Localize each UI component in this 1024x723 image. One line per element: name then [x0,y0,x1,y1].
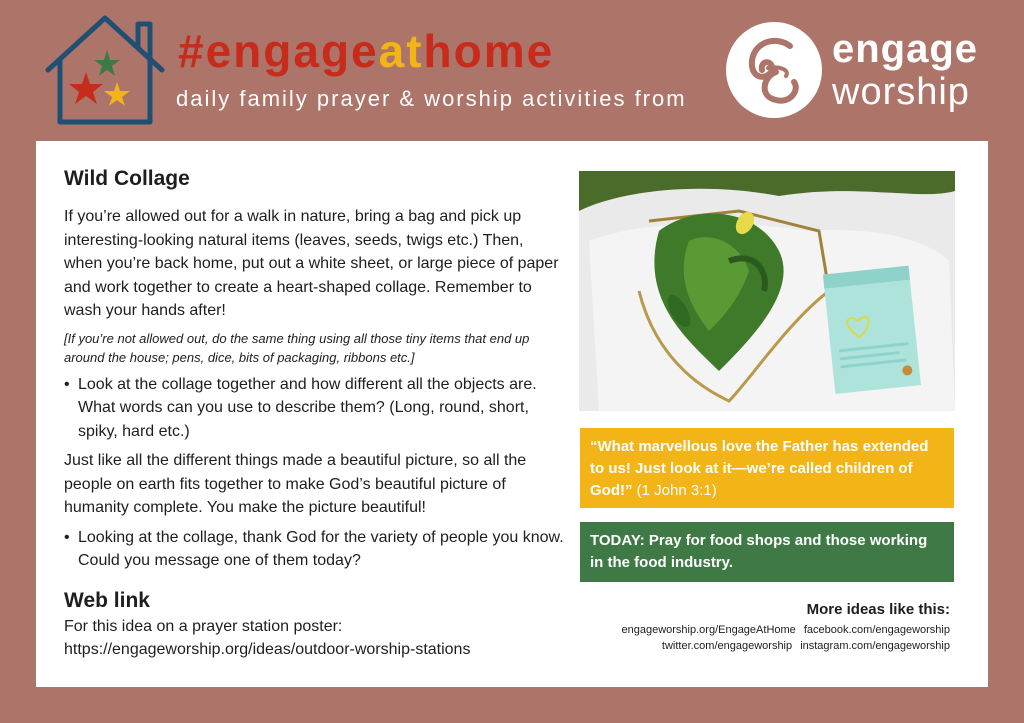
more-ideas-heading: More ideas like this: [806,601,950,618]
list-item [64,373,564,444]
activity-title: Wild Collage [64,167,190,190]
link-engageathome[interactable]: engageworship.org/EngageAtHome [621,624,796,636]
activity-card [36,141,988,687]
brand-home: home [423,25,555,77]
engage-worship-logo [724,15,1004,120]
logo-word-engage: engage [832,27,979,71]
more-ideas-links [617,622,951,654]
bullet-text: Look at the collage together and how different all the objects are. What words can you use to describe them? (Long, round, short, spiky, hard etc.) [78,375,537,440]
today-prayer-text: TODAY: Pray for food shops and those working in the food industry. [590,532,928,571]
activity-intro-paragraph: If you’re allowed out for a walk in nature, bring a bag and pick up interesting-looking natural items (leaves, seeds, twigs etc.) Then, when you’re back home, put out a white sheet, or large piece of paper and work together to create a heart-shaped collage. Remember to wash your hands after! [64,208,559,319]
brand-at: at [378,25,424,77]
bullet-icon: • [64,528,70,546]
link-instagram[interactable]: instagram.com/engageworship [800,640,950,652]
brand-engage: #engage [178,25,379,77]
activity-reflection-paragraph: Just like all the different things made a beautiful picture, so all the people on earth fits together to make God’s beautiful picture of humanity complete. You make the picture beautiful! [64,452,527,516]
weblink-url[interactable]: https://engageworship.org/ideas/outdoor-worship-stations [64,641,471,658]
scripture-quote: “What marvellous love the Father has extended to us! Just look at it—we’re called children of God!” [590,438,929,499]
red-star-icon [69,72,103,104]
bullet-text: Looking at the collage, thank God for the variety of people you know. Could you message one of them today? [78,528,564,569]
engage-e-logo-icon [724,20,824,120]
header [0,0,1024,140]
weblink-heading: Web link [64,588,150,612]
house-icon [40,10,170,128]
more-ideas [617,601,951,654]
scripture-quote-box [580,428,954,508]
tagline: daily family prayer & worship activities from [176,86,687,111]
green-star-icon [94,50,120,76]
brand-title [178,25,555,77]
yellow-star-icon [104,82,130,106]
scripture-reference: (1 John 3:1) [636,482,717,499]
collage-photo [579,171,955,411]
link-twitter[interactable]: twitter.com/engageworship [661,640,793,652]
link-facebook[interactable]: facebook.com/engageworship [803,624,950,636]
logo-word-worship: worship [832,71,970,113]
activity-text-column [64,167,564,662]
today-prayer-box [580,522,954,582]
activity-note: [If you’re not allowed out, do the same thing using all those tiny items that end up around the house; pens, dice, bits of packaging, ribbons etc.] [64,330,530,365]
weblink-description [64,615,564,662]
list-item [64,526,564,573]
collage-photo-illustration [579,171,955,411]
bullet-icon: • [64,375,70,393]
weblink-line: For this idea on a prayer station poster: [64,617,343,635]
